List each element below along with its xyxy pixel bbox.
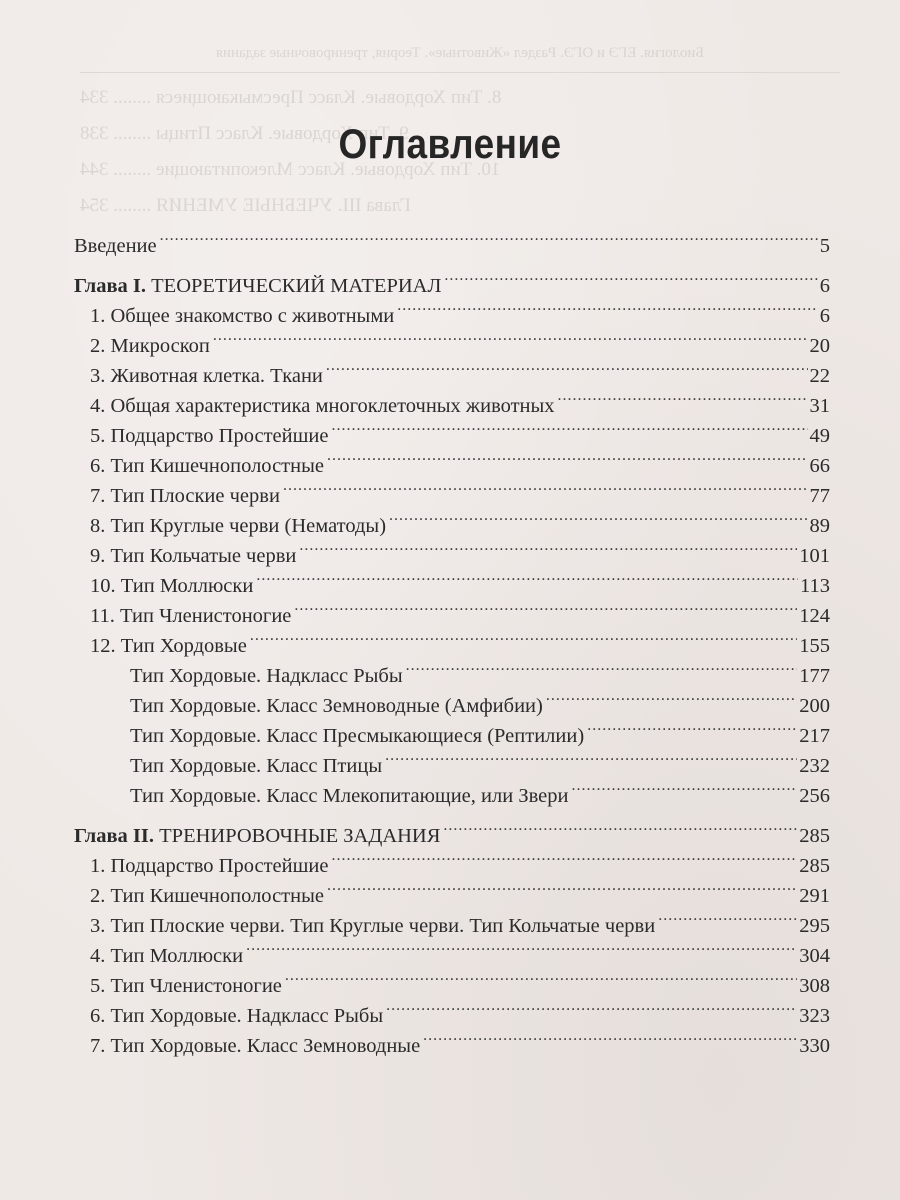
entry-title: 6. Тип Хордовые. Надкласс Рыбы xyxy=(90,1005,384,1027)
entry-title: Тип Хордовые. Класс Птицы xyxy=(130,755,383,777)
entry-title: ТРЕНИРОВОЧНЫЕ ЗАДАНИЯ xyxy=(154,825,441,847)
toc-entry-label xyxy=(90,571,256,601)
toc-entry-label xyxy=(90,851,331,881)
entry-title: 3. Тип Плоские черви. Тип Круглые черви. Тип Кольчатые черви xyxy=(90,915,656,937)
dot-leader xyxy=(283,472,808,502)
page-number: 256 xyxy=(799,785,830,807)
entry-title: 12. Тип Хордовые xyxy=(90,635,247,657)
page-number: 304 xyxy=(799,945,830,967)
page-number: 177 xyxy=(799,665,830,687)
dot-leader xyxy=(246,932,797,962)
dot-leader xyxy=(327,442,808,472)
entry-title: Тип Хордовые. Класс Земноводные (Амфибии) xyxy=(130,695,543,717)
dot-leader xyxy=(331,412,807,442)
dot-leader xyxy=(299,532,797,562)
toc-entry-label xyxy=(90,631,250,661)
page-number: 217 xyxy=(799,725,830,747)
page-number: 285 xyxy=(799,855,830,877)
dot-leader xyxy=(558,382,808,412)
ghost-line: 9. Тип Хордовые. Класс Птицы ........ 338 xyxy=(80,123,409,144)
dot-leader xyxy=(331,842,797,872)
toc-entry-label xyxy=(74,231,160,261)
page-number: 6 xyxy=(819,305,830,327)
ghost-line: Глава III. УЧЕБНЫЕ УМЕНИЯ ........ 354 xyxy=(80,195,411,216)
page-number: 285 xyxy=(799,825,830,847)
toc-entry-label xyxy=(90,361,326,391)
entry-title: 1. Подцарство Простейшие xyxy=(90,855,329,877)
entry-title: 1. Общее знакомство с животными xyxy=(90,305,395,327)
entry-title: 10. Тип Моллюски xyxy=(90,575,254,597)
page-number: 308 xyxy=(799,975,830,997)
entry-title: ТЕОРЕТИЧЕСКИЙ МАТЕРИАЛ xyxy=(146,275,442,297)
dot-leader xyxy=(406,652,798,682)
page-number: 22 xyxy=(809,365,830,387)
entry-title: Тип Хордовые. Надкласс Рыбы xyxy=(130,665,403,687)
entry-title: Тип Хордовые. Класс Пресмыкающиеся (Рептилии) xyxy=(130,725,585,747)
page-number: 89 xyxy=(809,515,830,537)
dot-leader xyxy=(294,592,797,622)
page-number: 5 xyxy=(819,235,830,257)
page-number: 20 xyxy=(809,335,830,357)
chapter-number: Глава II. xyxy=(74,825,155,847)
page-number: 6 xyxy=(819,275,830,297)
page-title: Оглавление xyxy=(338,120,562,168)
toc-entry-label xyxy=(90,881,327,911)
ghost-line: 8. Тип Хордовые. Класс Пресмыкающиеся ........ 334 xyxy=(80,87,502,108)
page-number: 124 xyxy=(799,605,830,627)
dot-leader xyxy=(326,352,808,382)
toc-entry-label xyxy=(130,661,406,691)
table-of-contents xyxy=(74,222,830,1057)
page-number: 77 xyxy=(809,485,830,507)
entry-title: 2. Микроскоп xyxy=(90,335,210,357)
page-number: 31 xyxy=(809,395,830,417)
toc-chapter-entry[interactable] xyxy=(74,262,830,297)
toc-entry-label xyxy=(130,781,571,811)
toc-entry-label xyxy=(90,421,331,451)
dot-leader xyxy=(423,1022,797,1052)
toc-entry-label xyxy=(90,941,246,971)
toc-entry-label xyxy=(130,691,546,721)
entry-title: 4. Общая характеристика многоклеточных животных xyxy=(90,395,555,417)
page-number: 323 xyxy=(799,1005,830,1027)
dot-leader xyxy=(389,502,807,532)
dot-leader xyxy=(658,902,797,932)
toc-entry-label xyxy=(90,971,285,1001)
toc-entry-label xyxy=(74,271,444,301)
ghost-line: 10. Тип Хордовые. Класс Млекопитающие ........ 344 xyxy=(80,159,501,180)
dot-leader xyxy=(285,962,797,992)
entry-title: 7. Тип Хордовые. Класс Земноводные xyxy=(90,1035,421,1057)
page-number: 155 xyxy=(799,635,830,657)
page-number: 66 xyxy=(809,455,830,477)
ghost-running-header: Биология. ЕГЭ и ОГЭ. Раздел «Животные». Теория, тренировочные задания xyxy=(80,45,840,73)
entry-title: 9. Тип Кольчатые черви xyxy=(90,545,297,567)
dot-leader xyxy=(443,812,797,842)
page-number: 295 xyxy=(799,915,830,937)
dot-leader xyxy=(571,772,797,802)
chapter-number: Глава I. xyxy=(74,275,147,297)
page-number: 200 xyxy=(799,695,830,717)
dot-leader xyxy=(587,712,797,742)
toc-entry-label xyxy=(90,481,283,511)
dot-leader xyxy=(213,322,808,352)
dot-leader xyxy=(397,292,817,322)
entry-title: 8. Тип Круглые черви (Нематоды) xyxy=(90,515,387,537)
entry-title: 5. Тип Членистоногие xyxy=(90,975,282,997)
page-number: 291 xyxy=(799,885,830,907)
page-number: 232 xyxy=(799,755,830,777)
dot-leader xyxy=(546,682,797,712)
dot-leader xyxy=(386,992,797,1022)
entry-title: Тип Хордовые. Класс Млекопитающие, или Звери xyxy=(130,785,569,807)
entry-title: 11. Тип Членистоногие xyxy=(90,605,292,627)
toc-entry-label xyxy=(130,751,385,781)
toc-chapter-entry[interactable] xyxy=(74,812,830,847)
dot-leader xyxy=(327,872,797,902)
entry-title: 7. Тип Плоские черви xyxy=(90,485,280,507)
entry-title: Введение xyxy=(74,235,157,257)
dot-leader xyxy=(250,622,797,652)
page-number: 330 xyxy=(799,1035,830,1057)
toc-entry[interactable] xyxy=(74,222,830,257)
entry-title: 6. Тип Кишечнополостные xyxy=(90,455,324,477)
page-number: 49 xyxy=(809,425,830,447)
entry-title: 2. Тип Кишечнополостные xyxy=(90,885,324,907)
toc-entry-label xyxy=(90,1031,423,1061)
toc-entry-label xyxy=(90,331,213,361)
entry-title: 4. Тип Моллюски xyxy=(90,945,244,967)
entry-title: 5. Подцарство Простейшие xyxy=(90,425,329,447)
toc-entry-label xyxy=(90,1001,386,1031)
dot-leader xyxy=(444,262,817,292)
dot-leader xyxy=(256,562,798,592)
dot-leader xyxy=(385,742,797,772)
dot-leader xyxy=(160,222,818,252)
entry-title: 3. Животная клетка. Ткани xyxy=(90,365,323,387)
page-number: 113 xyxy=(800,575,830,597)
page-number: 101 xyxy=(799,545,830,567)
